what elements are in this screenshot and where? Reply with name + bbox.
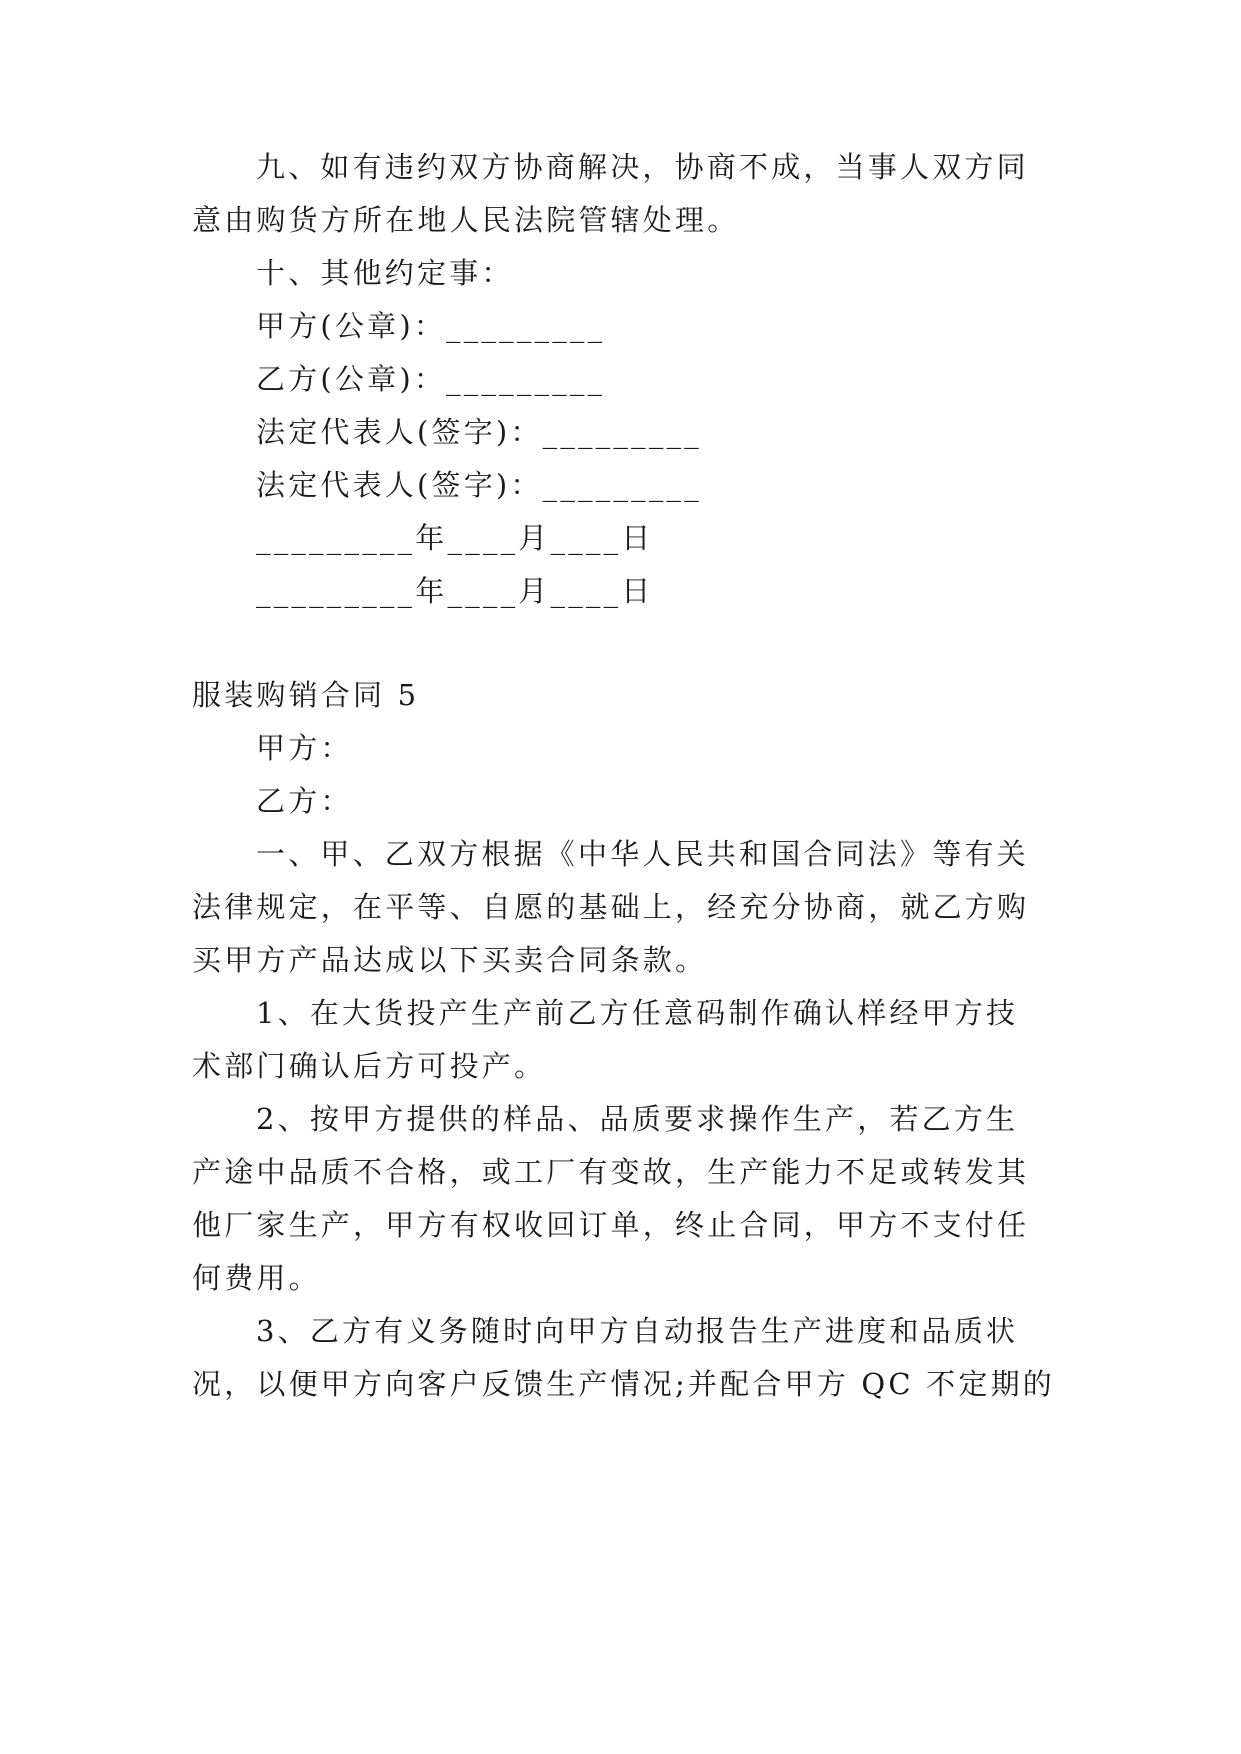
clause-1-line-1: 一、甲、乙双方根据《中华人民共和国合同法》等有关 <box>256 837 1029 871</box>
clause-1-line-2: 法律规定，在平等、自愿的基础上，经充分协商，就乙方购 <box>192 890 1030 924</box>
party-b-seal-field: 乙方(公章)：_________ <box>256 362 606 396</box>
legal-representative-signature-2: 法定代表人(签字)：_________ <box>256 468 702 502</box>
date-field-2: _________年____月____日 <box>256 574 654 608</box>
item-2-line-2: 产途中品质不合格，或工厂有变故，生产能力不足或转发其 <box>192 1155 1030 1189</box>
item-3-line-2: 况，以便甲方向客户反馈生产情况;并配合甲方 QC 不定期的 <box>192 1367 1055 1401</box>
legal-representative-signature-1: 法定代表人(签字)：_________ <box>256 415 702 449</box>
item-2-line-1: 2、按甲方提供的样品、品质要求操作生产，若乙方生 <box>256 1102 1019 1136</box>
section-9-line-2: 意由购货方所在地人民法院管辖处理。 <box>192 203 740 237</box>
contract-5-party-b: 乙方： <box>256 784 353 818</box>
date-field-1: _________年____月____日 <box>256 521 654 555</box>
item-2-line-4: 何费用。 <box>192 1261 321 1295</box>
section-10-heading: 十、其他约定事： <box>256 256 514 290</box>
party-a-seal-field: 甲方(公章)：_________ <box>256 309 606 343</box>
item-2-line-3: 他厂家生产，甲方有权收回订单，终止合同，甲方不支付任 <box>192 1208 1030 1242</box>
contract-5-title: 服装购销合同 5 <box>192 678 420 712</box>
section-9-line-1: 九、如有违约双方协商解决，协商不成，当事人双方同 <box>256 150 1029 184</box>
item-1-line-2: 术部门确认后方可投产。 <box>192 1049 547 1083</box>
item-3-line-1: 3、乙方有义务随时向甲方自动报告生产进度和品质状 <box>256 1314 1019 1348</box>
item-1-line-1: 1、在大货投产生产前乙方任意码制作确认样经甲方技 <box>256 996 1019 1030</box>
contract-5-party-a: 甲方： <box>256 731 353 765</box>
clause-1-line-3: 买甲方产品达成以下买卖合同条款。 <box>192 943 708 977</box>
